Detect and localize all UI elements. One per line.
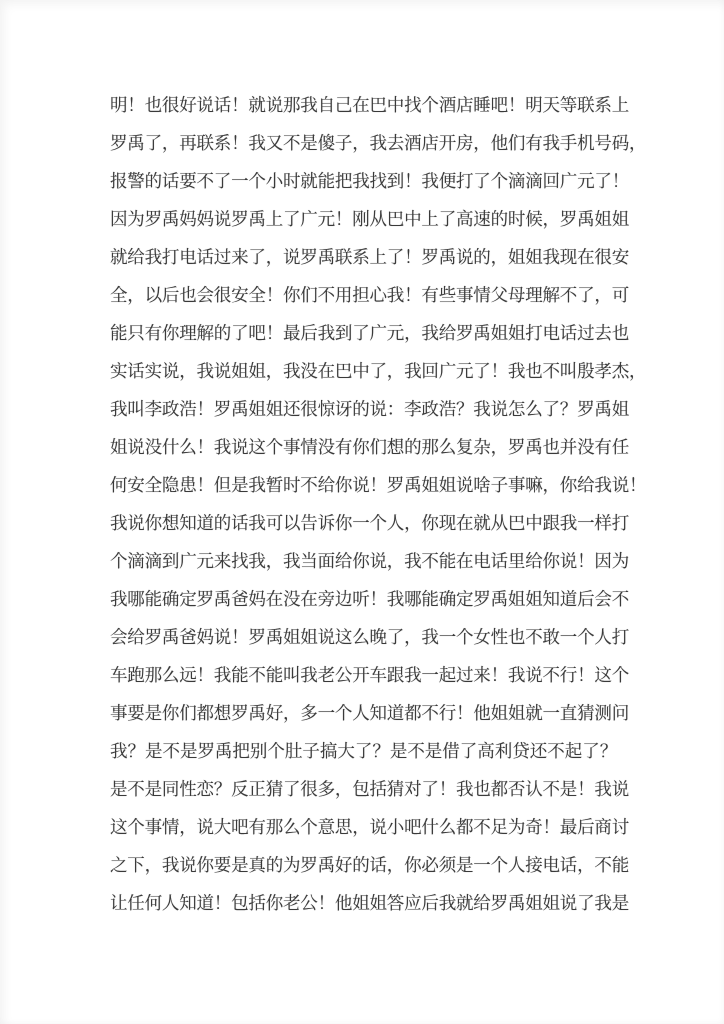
text-line: 全，以后也会很安全！你们不用担心我！有些事情父母理解不了，可 <box>110 285 629 305</box>
text-line: 我叫李政浩！罗禹姐姐还很惊讶的说：李政浩？我说怎么了？罗禹姐 <box>110 399 629 419</box>
text-line: 我哪能确定罗禹爸妈在没在旁边听！我哪能确定罗禹姐姐知道后会不 <box>110 589 629 609</box>
text-line: 因为罗禹妈妈说罗禹上了广元！刚从巴中上了高速的时候，罗禹姐姐 <box>110 209 629 229</box>
text-line: 姐说没什么！我说这个事情没有你们想的那么复杂，罗禹也并没有任 <box>110 437 629 457</box>
text-line: 我说你想知道的话我可以告诉你一个人，你现在就从巴中跟我一样打 <box>110 513 629 533</box>
text-line: 罗禹了，再联系！我又不是傻子，我去酒店开房，他们有我手机号码， <box>110 133 647 153</box>
text-line: 会给罗禹爸妈说！罗禹姐姐说这么晚了，我一个女性也不敢一个人打 <box>110 627 629 647</box>
text-line: 明！也很好说话！就说那我自己在巴中找个酒店睡吧！明天等联系上 <box>110 95 629 115</box>
text-line: 之下，我说你要是真的为罗禹好的话，你必须是一个人接电话，不能 <box>110 855 629 875</box>
document-text-block <box>110 86 647 922</box>
text-line: 让任何人知道！包括你老公！他姐姐答应后我就给罗禹姐姐说了我是 <box>110 893 629 913</box>
text-line: 个滴滴到广元来找我，我当面给你说，我不能在电话里给你说！因为 <box>110 551 629 571</box>
text-line: 这个事情，说大吧有那么个意思，说小吧什么都不足为奇！最后商讨 <box>110 817 629 837</box>
text-line: 事要是你们都想罗禹好，多一个人知道都不行！他姐姐就一直猜测问 <box>110 703 629 723</box>
text-line: 报警的话要不了一个小时就能把我找到！我便打了个滴滴回广元了！ <box>110 171 629 191</box>
text-line: 能只有你理解的了吧！最后我到了广元，我给罗禹姐姐打电话过去也 <box>110 323 629 343</box>
text-line: 何安全隐患！但是我暂时不给你说！罗禹姐姐说啥子事嘛，你给我说！ <box>110 475 647 495</box>
text-line: 我？是不是罗禹把别个肚子搞大了？是不是借了高利贷还不起了？ <box>110 741 617 761</box>
text-line: 实话实说，我说姐姐，我没在巴中了，我回广元了！我也不叫殷孝杰， <box>110 361 647 381</box>
text-line: 是不是同性恋？反正猜了很多，包括猜对了！我也都否认不是！我说 <box>110 779 629 799</box>
text-line: 车跑那么远！我能不能叫我老公开车跟我一起过来！我说不行！这个 <box>110 665 629 685</box>
text-line: 就给我打电话过来了，说罗禹联系上了！罗禹说的，姐姐我现在很安 <box>110 247 629 267</box>
